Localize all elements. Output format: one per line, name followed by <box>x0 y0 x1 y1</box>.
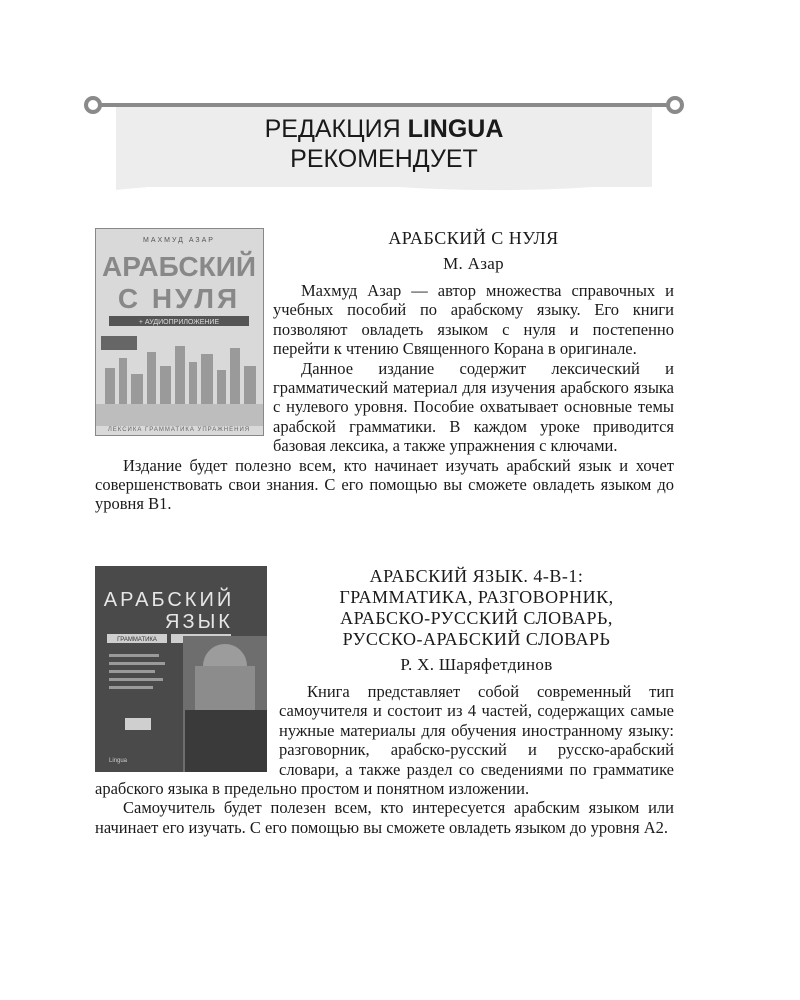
cover2-publisher: Lingua <box>109 758 128 764</box>
header-banner <box>84 96 684 191</box>
cover2-title-line1: АРАБСКИЙ <box>103 589 235 611</box>
cover2-title-line2: ЯЗЫК <box>165 611 233 633</box>
cover1-author: МАХМУД АЗАР <box>143 237 215 244</box>
book-card-2 <box>95 566 674 837</box>
book-1-author: М. Азар <box>443 254 504 273</box>
book-1-title: АРАБСКИЙ С НУЛЯ <box>388 228 559 248</box>
cover1-title-line2: С НУЛЯ <box>117 283 241 314</box>
book-cover-1 <box>95 228 264 436</box>
cover2-badge1: ГРАММАТИКА <box>117 637 157 643</box>
banner-knob-right <box>666 96 684 114</box>
book-2-title-line-3: АРАБСКО-РУССКИЙ СЛОВАРЬ, <box>340 608 613 628</box>
book-1-paragraph-1: Махмуд Азар — автор множества справочных и учебных пособий по арабскому языку. Его книги позволяют овладеть языком с нуля и постепенно перейти к чтению Священного Корана в оригинале. <box>273 281 674 359</box>
header-brand: LINGUA <box>407 115 504 143</box>
banner-wave <box>116 176 652 196</box>
book-card-1 <box>95 228 674 514</box>
cover1-subtitle: + АУДИОПРИЛОЖЕНИЕ <box>138 319 220 326</box>
book-2-title-line-1: АРАБСКИЙ ЯЗЫК. 4-В-1: <box>369 566 584 586</box>
cover1-title-line1: АРАБСКИЙ <box>102 251 256 282</box>
book-1-paragraph-2: Данное издание содержит лексический и грамматический материал для изучения арабского языка с нулевого уровня. Пособие охватывает основные темы арабской грамматики. В каждом уроке приводится базовая лексика, а также упражнения с ключами. <box>273 358 674 456</box>
header-title <box>84 114 684 174</box>
book-2-paragraph-1: Книга представляет собой современный тип самоучителя и состоит из 4 частей, содержащих самые нужные материалы для обучения иностранному языку: разговорник, арабско-русский и русско-арабский словари, а также раздел со сведениями по грамматике арабского языка в предельно простом и понятном изложении. <box>95 682 674 799</box>
book-2-paragraph-2: Самоучитель будет полезен всем, кто интересуется арабским языком или начинает его изучать. С его помощью вы сможете овладеть языком до уровня A2. <box>95 798 674 837</box>
header-line1-prefix: РЕДАКЦИЯ <box>264 115 408 143</box>
book-2-author: Р. Х. Шаряфетдинов <box>400 655 553 674</box>
book-cover-2 <box>95 566 267 772</box>
book-2-title-line-4: РУССКО-АРАБСКИЙ СЛОВАРЬ <box>342 629 611 649</box>
cover1-footer: ЛЕКСИКА ГРАММАТИКА УПРАЖНЕНИЯ <box>107 427 251 433</box>
book-2-title-line-2: ГРАММАТИКА, РАЗГОВОРНИК, <box>339 587 614 607</box>
header-line2: РЕКОМЕНДУЕТ <box>290 145 478 173</box>
banner-knob-left <box>84 96 102 114</box>
book-1-paragraph-3: Издание будет полезно всем, кто начинает изучать арабский язык и хочет совершенствовать свои знания. С его помощью вы сможете овладеть языком до уровня B1. <box>95 455 674 514</box>
